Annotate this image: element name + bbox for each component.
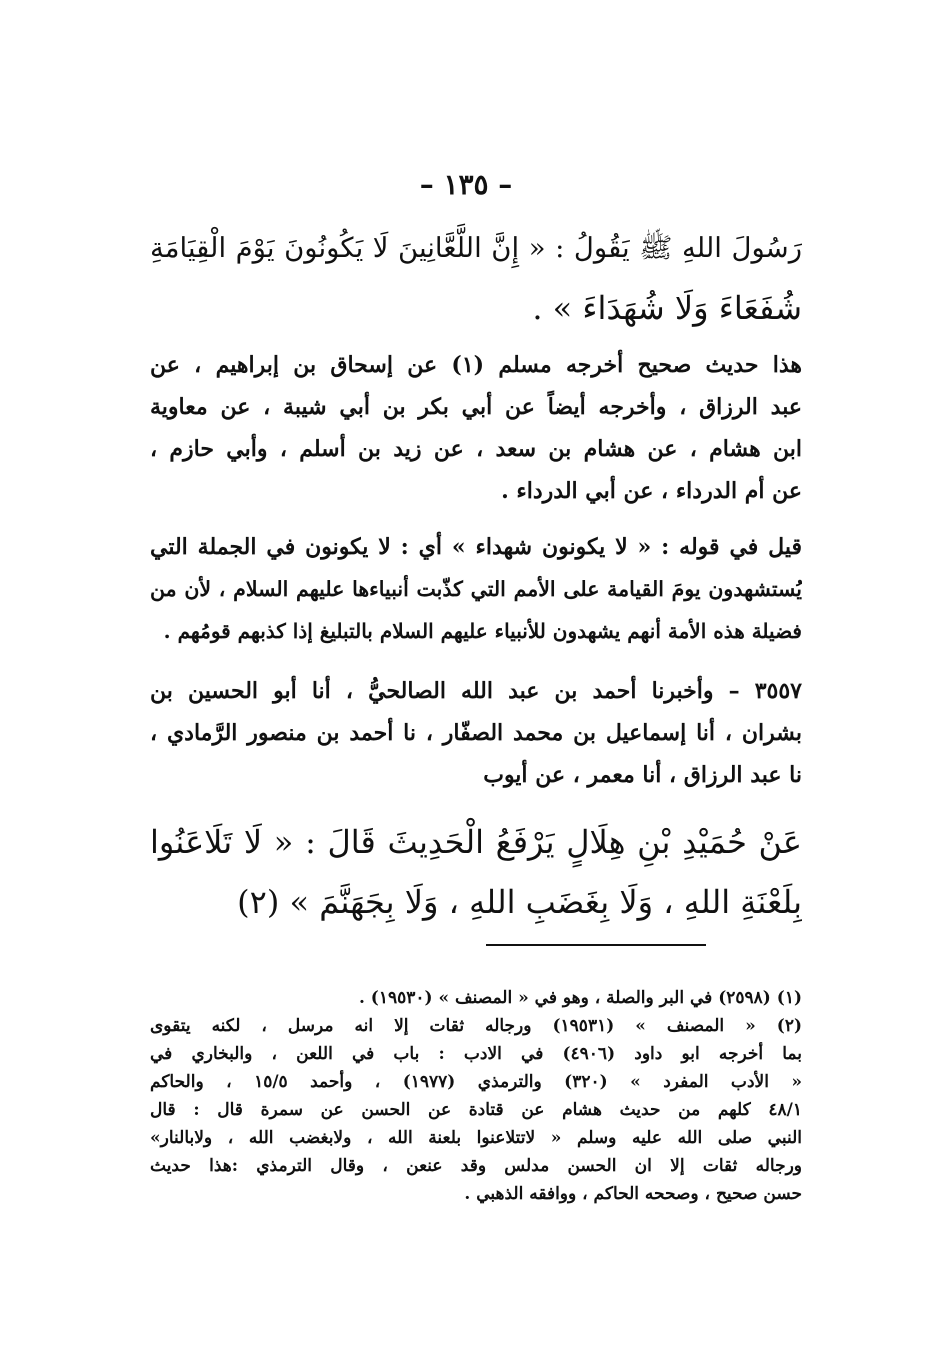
quote-2-line: بِلَعْنَةِ اللهِ ، وَلَا بِغَضَبِ اللهِ ، وَلَا بِجَهَنَّمَ » (٢): [237, 883, 802, 921]
paragraph-1-line-0: هذا حديث صحيح أخرجه مسلم (١) عن إسحاق بن إبراهيم ، عن: [150, 352, 802, 378]
commentary-paragraph-1: [150, 344, 802, 512]
footnote-divider: [486, 944, 706, 946]
paragraph-1-line: ابن هشام ، عن هشام بن سعد ، عن زيد بن أسلم ، وأبي حازم ،: [150, 436, 802, 462]
footnote-line: ورجاله ثقات إلا ان الحسن مدلس وقد عنعن ، وقال الترمذي :هذا حديث: [150, 1156, 802, 1176]
quote-2-line: عَنْ حُمَيْدِ بْنِ هِلَالٍ يَرْفَعُ الْحَدِيثَ قَالَ : « لَا تَلَاعَنُوا: [150, 823, 802, 861]
footnote-line: حسن صحيح ، وصححه الحاكم ، ووافقه الذهبي .: [464, 1184, 802, 1204]
paragraph-3-line: بشران ، أنا إسماعيل بن محمد الصفّار ، نا أحمد بن منصور الرَّمادي ،: [150, 720, 802, 746]
page-number: – ١٣٥ –: [419, 168, 513, 201]
isnad-paragraph: [150, 670, 802, 796]
paragraph-1-line: [150, 344, 802, 386]
paragraph-3-line: نا عبد الرزاق ، أنا معمر ، عن أيوب: [483, 762, 802, 788]
footnote-line: (٢) « المصنف » (١٩٥٣١) ورجاله ثقات إلا انه مرسل ، لكنه يتقوى: [150, 1016, 802, 1036]
footnote-line: النبي صلى الله عليه وسلم « لاتتلاعنوا بلعنة الله ، ولابغضب الله ، ولابالنار»: [150, 1128, 802, 1148]
hadith-quote-2: [150, 812, 802, 932]
footnotes: [150, 984, 802, 1208]
footnote-line: (١) (٢٥٩٨) في البر والصلة ، وهو في « المصنف » (١٩٥٣٠) .: [358, 988, 802, 1008]
quote-1-line: رَسُولَ اللهِ ﷺ يَقُولُ : « إِنَّ اللَّعَّانِينَ لَا يَكُونُونَ يَوْمَ الْقِيَامَةِ: [150, 232, 802, 264]
paragraph-2-line: قيل في قوله : « لا يكونون شهداء » أي : لا يكونون في الجملة التي: [150, 534, 802, 560]
paragraph-1-line: عبد الرزاق ، وأخرجه أيضاً عن أبي بكر بن أبي شيبة ، عن معاوية: [150, 394, 802, 420]
footnote-line: ٤٨/١ كلهم من حديث هشام عن قتادة عن الحسن عن سمرة قال : قال: [150, 1100, 802, 1120]
hadith-quote-1: [150, 218, 802, 338]
paragraph-2-line: فضيلة هذه الأمة أنهم يشهدون للأنبياء عليهم السلام بالتبليغ إذا كذبهم قومُهم .: [163, 619, 802, 643]
paragraph-1-line: عن أم الدرداء ، عن أبي الدرداء .: [501, 478, 802, 504]
footnote-line: بما أخرجه ابو داود (٤٩٠٦) في الادب : باب في اللعن ، والبخاري في: [150, 1044, 802, 1064]
quote-1-line: شُفَعَاءَ وَلَا شُهَدَاءَ » .: [532, 289, 802, 327]
commentary-paragraph-2: [150, 526, 802, 652]
footnote-line: « الأدب المفرد » (٣٢٠) والترمذي (١٩٧٧) ، وأحمد ١٥/٥ ، والحاكم: [150, 1072, 802, 1092]
paragraph-2-line: يُستشهدون يومَ القيامة على الأمم التي كذّبت أنبياءها عليهم السلام ، لأن من: [150, 577, 802, 601]
paragraph-3-line: ٣٥٥٧ – وأخبرنا أحمد بن عبد الله الصالحيُّ ، أنا أبو الحسين بن: [150, 678, 802, 704]
